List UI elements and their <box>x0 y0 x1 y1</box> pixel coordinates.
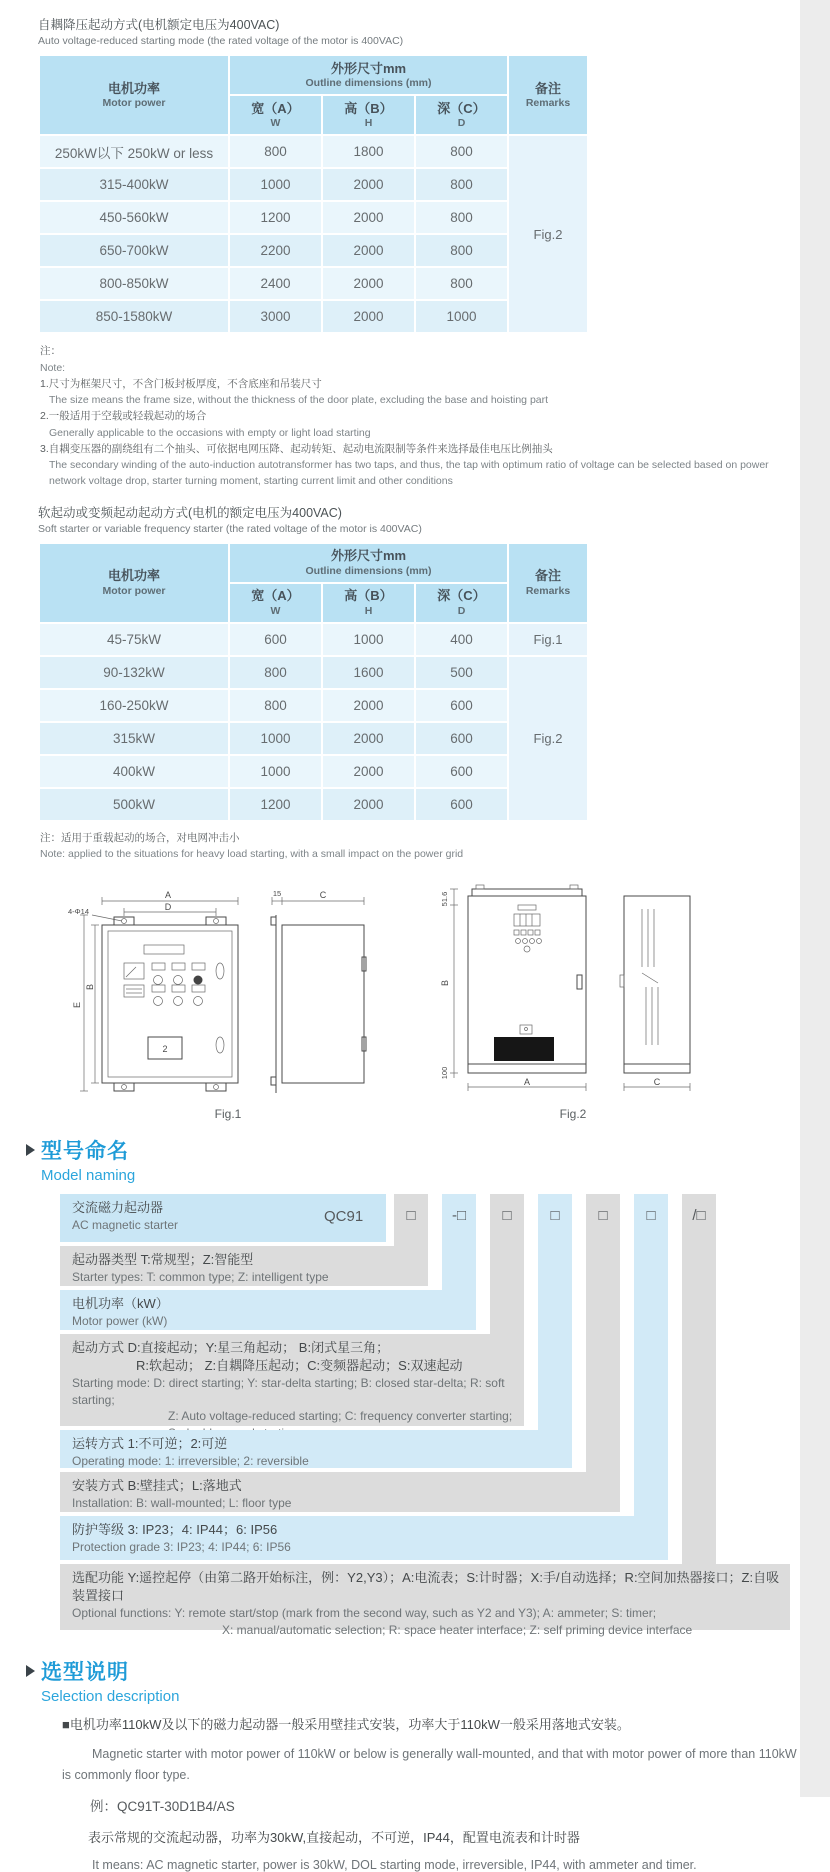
note-item-cn: 1.尺寸为框架尺寸，不含门板封板厚度，不含底座和吊装尺寸 <box>40 377 322 390</box>
note-label-en: Note: <box>40 361 66 374</box>
model-row-optional-functions: 选配功能 Y:遥控起停（由第二路开始标注，例：Y2,Y3）；A:电流表；S:计时器；X:手/自动选择；R:空间加热器接口；Z:自吸装置接口 Optional functions: Y: remote start/stop (mark from the second way, such as Y2 and Y3); A: ammeter; S: timer; X: manual/automatic selection; R: space heater interface; Z: self priming device interface <box>60 1564 790 1630</box>
table1-title-cn: 自耦降压起动方式(电机额定电压为400VAC) <box>38 18 280 32</box>
svg-text:2: 2 <box>162 1043 168 1054</box>
note-item-en: The size means the frame size, without the thickness of the door plate, excluding the base and hoisting part <box>49 394 549 407</box>
svg-text:51.6: 51.6 <box>440 891 449 906</box>
table-row: 315-400kW 1000 2000 800 <box>39 168 588 201</box>
code-column-strip <box>634 1194 668 1516</box>
selection-title-en: Selection description <box>41 1687 180 1705</box>
code-box: □ <box>646 1206 656 1224</box>
table-row: 400kW 1000 2000 600 <box>39 755 588 788</box>
fig2-wrap <box>428 875 718 1121</box>
table2-note <box>40 830 792 863</box>
model-naming-heading <box>26 1135 792 1165</box>
selection-title-cn: 选型说明 <box>41 1660 129 1684</box>
col-header-height: 高（B） H <box>322 95 415 135</box>
table-row: 850-1580kW 3000 2000 1000 <box>39 300 588 333</box>
svg-text:B: B <box>440 979 450 986</box>
svg-text:D: D <box>164 901 172 912</box>
col-header-motor-power: 电机功率 Motor power <box>39 543 229 623</box>
col-header-width: 宽（A） W <box>229 583 322 623</box>
selection-example-desc-en: It means: AC magnetic starter, power is 30kW, DOL starting mode, irreversible, IP44, with ammeter and timer. <box>92 1858 697 1872</box>
fig1-caption: Fig.1 <box>214 1106 242 1121</box>
note-cn: 注：适用于重载起动的场合，对电网冲击小 <box>40 832 240 845</box>
code-box: □ <box>502 1206 512 1224</box>
svg-text:C: C <box>319 889 327 900</box>
svg-text:A: A <box>164 889 172 900</box>
page-right-margin <box>800 0 830 1797</box>
model-row-starter-type: 起动器类型 T:常规型；Z:智能型 Starter types: T: common type; Z: intelligent type <box>60 1246 428 1286</box>
section-marker-icon <box>26 1665 35 1677</box>
table-header-row <box>39 543 588 583</box>
fig1-drawing <box>68 887 388 1099</box>
model-row-installation: 安装方式 B:壁挂式；L:落地式 Installation: B: wall-mounted; L: floor type <box>60 1472 620 1512</box>
svg-text:4-Φ14: 4-Φ14 <box>68 906 89 916</box>
outline-drawings <box>68 875 792 1121</box>
table-row: 450-560kW 1200 2000 800 <box>39 201 588 234</box>
table-header-row <box>39 55 588 95</box>
table-row: 315kW 1000 2000 600 <box>39 722 588 755</box>
model-row-product: 交流磁力起动器 AC magnetic starter <box>60 1194 386 1242</box>
selection-example: 例：QC91T-30D1B4/AS <box>90 1799 235 1815</box>
model-row-motor-power: 电机功率（kW） Motor power (kW) <box>60 1290 476 1330</box>
note-item-en: The secondary winding of the auto-induction autotransformer has two taps, and thus, the tap with optimum ratio of voltage can be selected based on power network voltage drop, starter turning moment, starting current limit and other conditions <box>49 459 769 488</box>
auto-voltage-dimensions-table <box>38 54 589 334</box>
soft-starter-dimensions-table <box>38 542 589 822</box>
model-row-protection-grade: 防护等级 3: IP23；4: IP44；6: IP56 Protection grade 3: IP23; 4: IP44; 6: IP56 <box>60 1516 668 1560</box>
note-item-en: Generally applicable to the occasions with empty or light load starting <box>49 426 371 439</box>
model-code: QC91 <box>324 1207 364 1225</box>
svg-text:15: 15 <box>272 888 282 898</box>
col-header-depth: 深（C） D <box>415 95 508 135</box>
col-header-outline-dimensions: 外形尺寸mm Outline dimensions (mm) <box>229 543 508 583</box>
col-header-remarks: 备注 Remarks <box>508 543 588 623</box>
remark-cell: Fig.2 <box>508 656 588 821</box>
table-row: 650-700kW 2200 2000 800 <box>39 234 588 267</box>
table-row: 160-250kW 800 2000 600 <box>39 689 588 722</box>
col-header-depth: 深（C） D <box>415 583 508 623</box>
code-box: -□ <box>451 1206 467 1224</box>
col-header-remarks: 备注 Remarks <box>508 55 588 135</box>
remark-cell: Fig.2 <box>508 135 588 333</box>
model-row-starting-mode: 起动方式 D:直接起动；Y:星三角起动； B:闭式星三角； R:软起动； Z:自耦降压起动；C:变频器起动；S:双速起动 Starting mode: D: direct starting; Y: star-delta starting; B: closed star-delta; R: soft starting; Z: Auto voltage-reduced starting; C: frequency converter starting; <box>60 1334 524 1426</box>
svg-text:A: A <box>523 1076 531 1087</box>
table2-title-en: Soft starter or variable frequency starter (the rated voltage of the motor is 400VAC) <box>38 522 422 535</box>
svg-text:E: E <box>72 1001 82 1008</box>
col-header-width: 宽（A） W <box>229 95 322 135</box>
model-naming-title-en: Model naming <box>41 1166 136 1184</box>
code-column-strip <box>682 1194 716 1564</box>
svg-text:C: C <box>653 1076 661 1087</box>
section-marker-icon <box>26 1144 35 1156</box>
fig2-caption: Fig.2 <box>559 1106 587 1121</box>
svg-text:100: 100 <box>440 1066 449 1079</box>
note-en: Note: applied to the situations for heavy load starting, with a small impact on the power grid <box>40 848 464 861</box>
table-row: 800-850kW 2400 2000 800 <box>39 267 588 300</box>
code-box: /□ <box>692 1206 706 1224</box>
selection-example-desc-cn: 表示常规的交流起动器，功率为30kW,直接起动，不可逆，IP44，配置电流表和计时器 <box>88 1830 580 1846</box>
table-row: 90-132kW 800 1600 500 Fig.2 <box>39 656 588 689</box>
code-column-strip <box>586 1194 620 1472</box>
col-header-height: 高（B） H <box>322 583 415 623</box>
col-header-motor-power: 电机功率 Motor power <box>39 55 229 135</box>
fig2-drawing <box>428 875 718 1099</box>
selection-text <box>62 1715 804 1872</box>
fig1-wrap <box>68 887 388 1121</box>
code-box: □ <box>550 1206 560 1224</box>
note-label-cn: 注： <box>40 345 61 358</box>
note-item-cn: 2.一般适用于空载或轻载起动的场合 <box>40 410 207 423</box>
table1-notes <box>40 343 792 489</box>
table-row: 250kW以下 250kW or less 800 1800 800 Fig.2 <box>39 135 588 168</box>
svg-text:B: B <box>85 983 95 990</box>
model-row-operating-mode: 运转方式 1:不可逆；2:可逆 Operating mode: 1: irreversible; 2: reversible <box>60 1430 572 1468</box>
model-naming-table <box>60 1194 790 1637</box>
code-column-strip <box>538 1194 572 1430</box>
selection-rule-cn: ■电机功率110kW及以下的磁力起动器一般采用壁挂式安装，功率大于110kW一般采用落地式安装。 <box>62 1716 630 1732</box>
table-row: 45-75kW 600 1000 400 Fig.1 <box>39 623 588 656</box>
col-header-outline-dimensions: 外形尺寸mm Outline dimensions (mm) <box>229 55 508 95</box>
table-row: 500kW 1200 2000 600 <box>39 788 588 821</box>
remark-cell: Fig.1 <box>508 623 588 656</box>
note-item-cn: 3.自耦变压器的副绕组有二个抽头、可依据电网压降、起动转矩、起动电流限制等条件来选择最佳电压比例抽头 <box>40 442 553 455</box>
code-box: □ <box>406 1206 416 1224</box>
table2-title-cn: 软起动或变频起动起动方式(电机的额定电压为400VAC) <box>38 505 342 520</box>
selection-rule-en: Magnetic starter with motor power of 110kW or below is generally wall-mounted, and that with motor power of more than 110kW is commonly floor type. <box>62 1747 797 1782</box>
model-naming-title-cn: 型号命名 <box>41 1139 129 1163</box>
selection-heading <box>26 1656 792 1686</box>
table1-title-en: Auto voltage-reduced starting mode (the rated voltage of the motor is 400VAC) <box>38 35 404 48</box>
code-box: □ <box>598 1206 608 1224</box>
